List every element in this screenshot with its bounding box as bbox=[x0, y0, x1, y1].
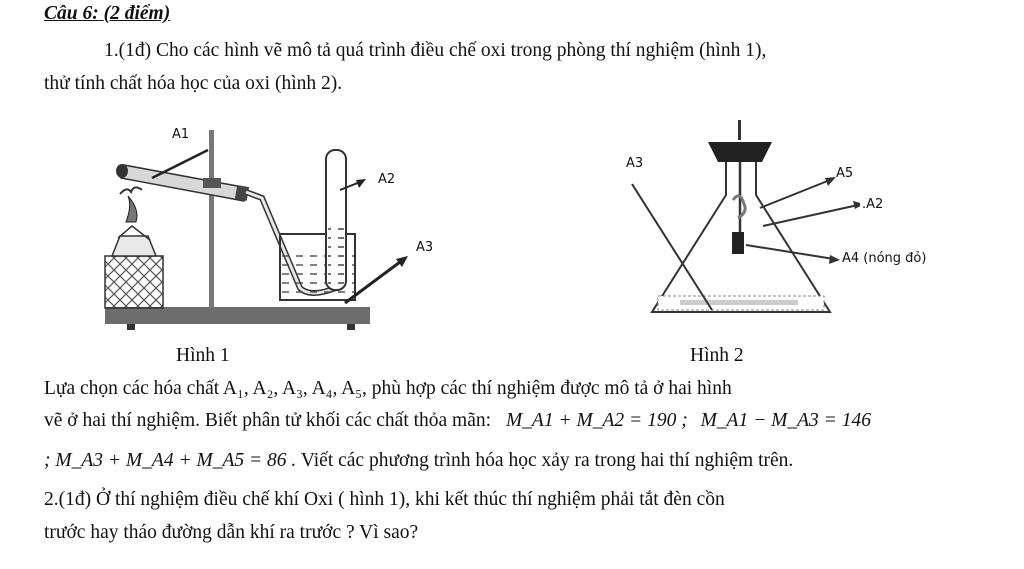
fig1-label-a1: A1 bbox=[172, 127, 190, 142]
fig2-label-a5: A5 bbox=[836, 166, 854, 181]
burner-stand bbox=[105, 256, 163, 308]
fig1-label-a2: A2 bbox=[378, 172, 396, 187]
body-line-2 bbox=[44, 410, 871, 432]
equation-3: ; M_A3 + M_A4 + M_A5 = 86 . bbox=[44, 450, 297, 471]
fig2-label-a4: A4 (nóng đỏ) bbox=[842, 251, 927, 266]
equation-1: M_A1 + M_A2 = 190 ; bbox=[505, 410, 688, 431]
stopper bbox=[708, 142, 772, 162]
question-title bbox=[44, 3, 170, 25]
question-2-line-1: 2.(1đ) Ở thí nghiệm điều chế khí Oxi ( hình 1), khi kết thúc thí nghiệm phải tắt đèn cồn bbox=[44, 489, 725, 510]
stand-base bbox=[105, 307, 370, 324]
flame bbox=[126, 196, 137, 222]
question-number: Câu 6: bbox=[44, 3, 99, 24]
equation-2: M_A1 − M_A3 = 146 bbox=[700, 410, 871, 431]
intro-line-1: 1.(1đ) Cho các hình vẽ mô tả quá trình điều chế oxi trong phòng thí nghiệm (hình 1), bbox=[104, 40, 767, 61]
body-line-3-text: Viết các phương trình hóa học xảy ra trong hai thí nghiệm trên. bbox=[300, 450, 794, 471]
figure-1-apparatus bbox=[95, 118, 430, 340]
fig1-label-a3: A3 bbox=[416, 240, 434, 255]
fig2-label-a2: .A2 bbox=[862, 197, 884, 212]
burning-a4 bbox=[732, 232, 744, 254]
question-points: (2 điểm) bbox=[103, 3, 171, 24]
body-line-1: Lựa chọn các hóa chất A₁, A₂, A₃, A₄, A₅, phù hợp các thí nghiệm được mô tả ở hai hình bbox=[44, 378, 732, 399]
question-2-line-2: trước hay tháo đường dẫn khí ra trước ? Vì sao? bbox=[44, 522, 419, 543]
intro-line-2: thử tính chất hóa học của oxi (hình 2). bbox=[44, 73, 343, 94]
figure-1-caption: Hình 1 bbox=[176, 345, 230, 366]
figure-2-caption: Hình 2 bbox=[690, 345, 744, 366]
body-line-2-text: vẽ ở hai thí nghiệm. Biết phân tử khối các chất thỏa mãn: bbox=[44, 410, 492, 431]
figure-2-flask bbox=[620, 118, 860, 328]
body-line-3 bbox=[44, 450, 793, 472]
test-tube bbox=[116, 164, 249, 201]
fig2-label-a3: A3 bbox=[626, 156, 644, 171]
stand-rod bbox=[209, 130, 214, 308]
